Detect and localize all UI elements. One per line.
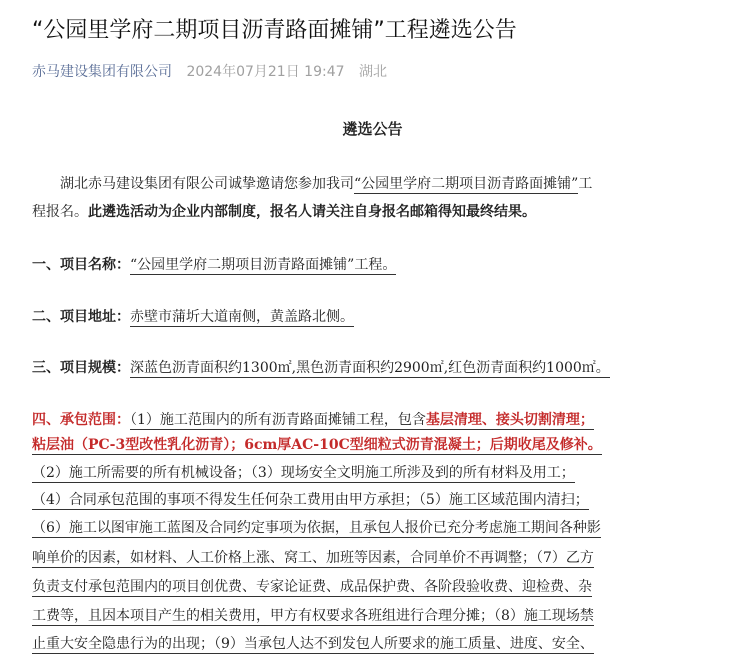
article-title: “公园里学府二期项目沥青路面摊铺”工程遴选公告 (32, 18, 517, 43)
publish-time: 2024年07月21日 19:47 (186, 64, 345, 80)
scope-text: （2）施工所需要的所有机械设备；（3）现场安全文明施工所涉及到的所有材料及用工； (32, 465, 575, 481)
scope-line-8 (32, 605, 594, 627)
scope-line-7 (32, 576, 592, 598)
project-name-underlined: “公园里学府二期项目沥青路面摊铺” (354, 176, 579, 192)
scope-line-3 (32, 462, 575, 484)
article-meta (32, 62, 387, 82)
scope-line-4 (32, 489, 589, 511)
author-link[interactable]: 赤马建设集团有限公司 (32, 64, 172, 80)
intro-line-2 (32, 201, 536, 223)
intro-text-end: 工 (578, 176, 593, 192)
intro-line-1 (60, 173, 592, 195)
scope-text: 响单价的因素，如材料、人工价格上涨、窝工、加班等因素，合同单价不再调整；（7）乙方 (32, 550, 594, 566)
scope-line-5 (32, 517, 601, 539)
scope-highlight: 基层清理、接头切割清理； (425, 412, 594, 428)
scope-text: 负责支付承包范围内的项目创优费、专家论证费、成品保护费、各阶段验收费、迎检费、杂 (32, 579, 592, 595)
item-project-address (32, 306, 354, 328)
item-value: 深蓝色沥青面积约1300㎡,黑色沥青面积约2900㎡,红色沥青面积约1000㎡。 (130, 360, 610, 376)
scope-line-2 (32, 434, 602, 456)
publish-region: 湖北 (358, 64, 387, 80)
scope-line-1 (32, 409, 594, 431)
intro-text: 湖北赤马建设集团有限公司诚挚邀请您参加我司 (60, 176, 354, 192)
item-project-scale (32, 357, 610, 379)
scope-highlight: 粘层油（PC-3型改性乳化沥青）；6cm厚AC-10C型细粒式沥青混凝土；后期收尾及修补。 (32, 437, 602, 453)
item-label: 一、项目名称： (32, 257, 130, 273)
scope-text: （4）合同承包范围的事项不得发生任何杂工费用由甲方承担；（5）施工区域范围内清扫； (32, 492, 589, 508)
item-label: 三、项目规模： (32, 360, 130, 376)
item-value: 赤壁市蒲圻大道南侧，黄盖路北侧。 (130, 309, 354, 325)
intro-text: 程报名。 (32, 204, 88, 220)
scope-label: 四、承包范围： (32, 412, 130, 428)
intro-note: 此遴选活动为企业内部制度，报名人请关注自身报名邮箱得知最终结果。 (88, 204, 536, 220)
notice-heading: 遴选公告 (342, 120, 403, 138)
scope-text: 止重大安全隐患行为的出现；（9）当承包人达不到发包人所要求的施工质量、进度、安全、 (32, 636, 594, 652)
scope-text: 工费等，且因本项目产生的相关费用，甲方有权要求各班组进行合理分摊；（8）施工现场禁 (32, 608, 594, 624)
scope-text: （6）施工以图审施工蓝图及合同约定事项为依据，且承包人报价已充分考虑施工期间各种影 (32, 520, 601, 536)
scope-line-9 (32, 633, 594, 655)
scope-line-6 (32, 547, 594, 569)
item-project-name (32, 254, 396, 276)
item-label: 二、项目地址： (32, 309, 130, 325)
item-value: “公园里学府二期项目沥青路面摊铺”工程。 (130, 257, 397, 273)
scope-text: （1）施工范围内的所有沥青路面摊铺工程，包含 (130, 412, 426, 428)
